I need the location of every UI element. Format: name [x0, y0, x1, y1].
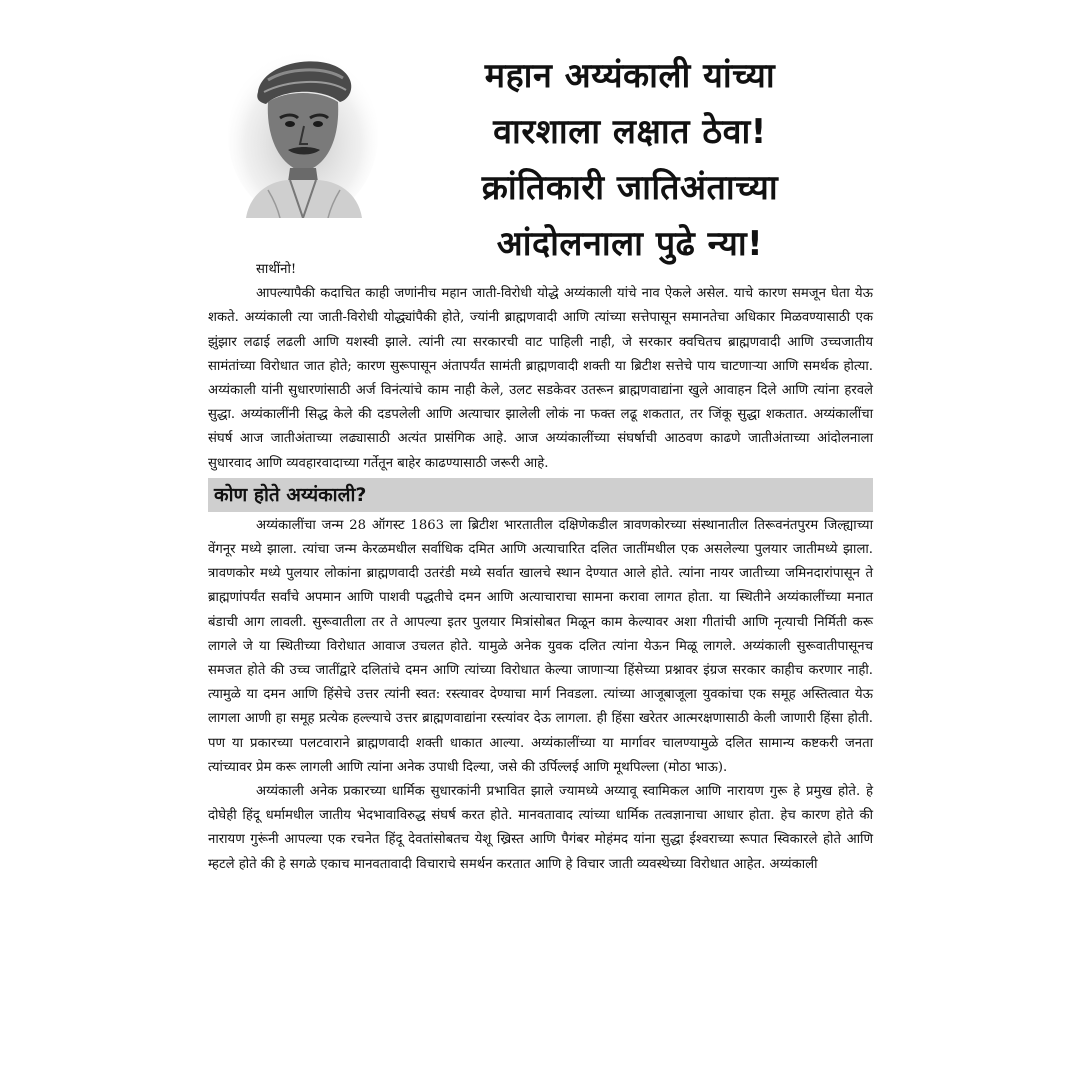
- article-body: [208, 258, 873, 877]
- headline-line-4: आंदोलनाला पुढे न्या!: [496, 224, 764, 264]
- section-heading: कोण होते अय्यंकाली?: [208, 478, 873, 512]
- intro-paragraph: आपल्यापैकी कदाचित काही जणांनीच महान जाती-विरोधी योद्धे अय्यंकाली यांचे नाव ऐकले असेल. याचे कारण समजून घेता येऊ शकते. अय्यंकाली त्या जाती-विरोधी योद्ध्यांपैकी होते, ज्यांनी ब्राह्मणवादी आणि त्यांच्या सत्तेपासून समानतेचा अधिकार मिळवण्यासाठी एक झुंझार लढाई लढली आणि यशस्वी झाले. त्यांनी त्या सरकारची वाट पाहिली नाही, जे सरकार क्वचितच ब्राह्मणवादी आणि उच्चजातीय सामंतांच्या विरोधात जात होते; कारण सुरूपासून अंतापर्यंत सामंती ब्राह्मणवादी शक्ती या ब्रिटीश सत्तेचे पाय चाटणाऱ्या आणि समर्थक होत्या. अय्यंकाली यांनी सुधारणांसाठी अर्ज विनंत्यांचे काम नाही केले, उलट सडकेवर उतरून ब्राह्मणवाद्यांना खुले आवाहन दिले आणि त्यांना हरवले सुद्धा. अय्यंकालींनी सिद्ध केले की दडपलेली आणि अत्याचार झालेली लोकं ना फक्त लढू शकतात, तर जिंकू सुद्धा शकतात. अय्यंकालींचा संघर्ष आज जातीअंताच्या लढ्यासाठी अत्यंत प्रासंगिक आहे. आज अय्यंकालींच्या संघर्षाची आठवण काढणे जातीअंताच्या आंदोलनाला सुधारवाद आणि व्यवहारवादाच्या गर्तेतून बाहेर काढण्यासाठी जरूरी आहे.: [208, 286, 873, 471]
- headline-line-1: महान अय्यंकाली यांच्या: [484, 56, 776, 96]
- section-paragraph-2: अय्यंकाली अनेक प्रकारच्या धार्मिक सुधारकांनी प्रभावित झाले ज्यामध्ये अय्यावू स्वामिकल आणि नारायण गुरू हे प्रमुख होते. हे दोघेही हिंदू धर्मामधील जातीय भेदभावाविरुद्ध संघर्ष करत होते. मानवतावाद त्यांच्या धार्मिक तत्वज्ञानाचा आधार होता. हेच कारण होते की नारायण गुरूंनी आपल्या एक रचनेत हिंदू देवतांसोबतच येशू ख्रिस्त आणि पैगंबर मोहंमद यांना सुद्धा ईश्वराच्या रूपात स्विकारले होते आणि म्हटले होते की हे सगळे एकाच मानवतावादी विचाराचे समर्थन करतात आणि हे विचार जाती व्यवस्थेच्या विरोधात आहेत. अय्यंकाली: [208, 784, 873, 872]
- greeting: साथींनो!: [256, 262, 297, 277]
- headline: [395, 48, 865, 272]
- portrait-sketch-icon: [228, 40, 378, 218]
- headline-line-2: वारशाला लक्षात ठेवा!: [493, 112, 767, 152]
- section-paragraph-1: अय्यंकालींचा जन्म 28 ऑगस्ट 1863 ला ब्रिटीश भारतातील दक्षिणेकडील त्रावणकोरच्या संस्थानातील तिरूवनंतपुरम जिल्ह्याच्या वेंगनूर मध्ये झाला. त्यांचा जन्म केरळमधील सर्वाधिक दमित आणि अत्याचारित दलित जातींमधील एक असलेल्या पुलयार जातीमध्ये झाला. त्रावणकोर मध्ये पुलयार लोकांना ब्राह्मणवादी उतरंडी मध्ये सर्वात खालचे स्थान देण्यात आले होते. त्यांना नायर जातीच्या जमिनदारांपासून ते ब्राह्मणांपर्यंत सर्वांचे अपमान आणि पाशवी पद्धतीचे दमन आणि अत्याचाराचा सामना करावा लागत होता. या स्थितीने अय्यंकालींच्या मनात बंडाची आग लावली. सुरूवातीला तर ते आपल्या इतर पुलयार मित्रांसोबत मिळून काम केल्यावर अशा गीतांची आणि नृत्याची निर्मिती करू लागले जे या स्थितीच्या विरोधात आवाज उचलत होते. यामुळे अनेक युवक दलित त्यांना येऊन मिळू लागले. अय्यंकाली सुरूवातीपासूनच समजत होते की उच्च जातींद्वारे दलितांचे दमन आणि त्यांच्या विरोधात केल्या जाणाऱ्या हिंसेच्या प्रश्नावर इंग्रज सरकार काहीच करणार नाही. त्यामुळे या दमन आणि हिंसेचे उत्तर त्यांनी स्वत: रस्त्यावर देण्याचा मार्ग निवडला. त्यांच्या आजूबाजूला युवकांचा एक समूह अस्तित्वात येऊ लागला आणी हा समूह प्रत्येक हल्ल्याचे उत्तर ब्राह्मणवाद्यांना रस्त्यांवर देऊ लागला. ही हिंसा खरेतर आत्मरक्षणासाठी केली जाणारी हिंसा होती. पण या प्रकारच्या पलटवाराने ब्राह्मणवादी शक्ती धाकात आल्या. अय्यंकालींच्या या मार्गावर चालण्यामुळे दलित सामान्य कष्टकरी जनता त्यांच्यावर प्रेम करू लागली आणि त्यांना अनेक उपाधी दिल्या, जसे की उर्पिल्लई आणि मूथपिल्ला (मोठा भाऊ).: [208, 517, 873, 775]
- headline-line-3: क्रांतिकारी जातिअंताच्या: [481, 168, 779, 208]
